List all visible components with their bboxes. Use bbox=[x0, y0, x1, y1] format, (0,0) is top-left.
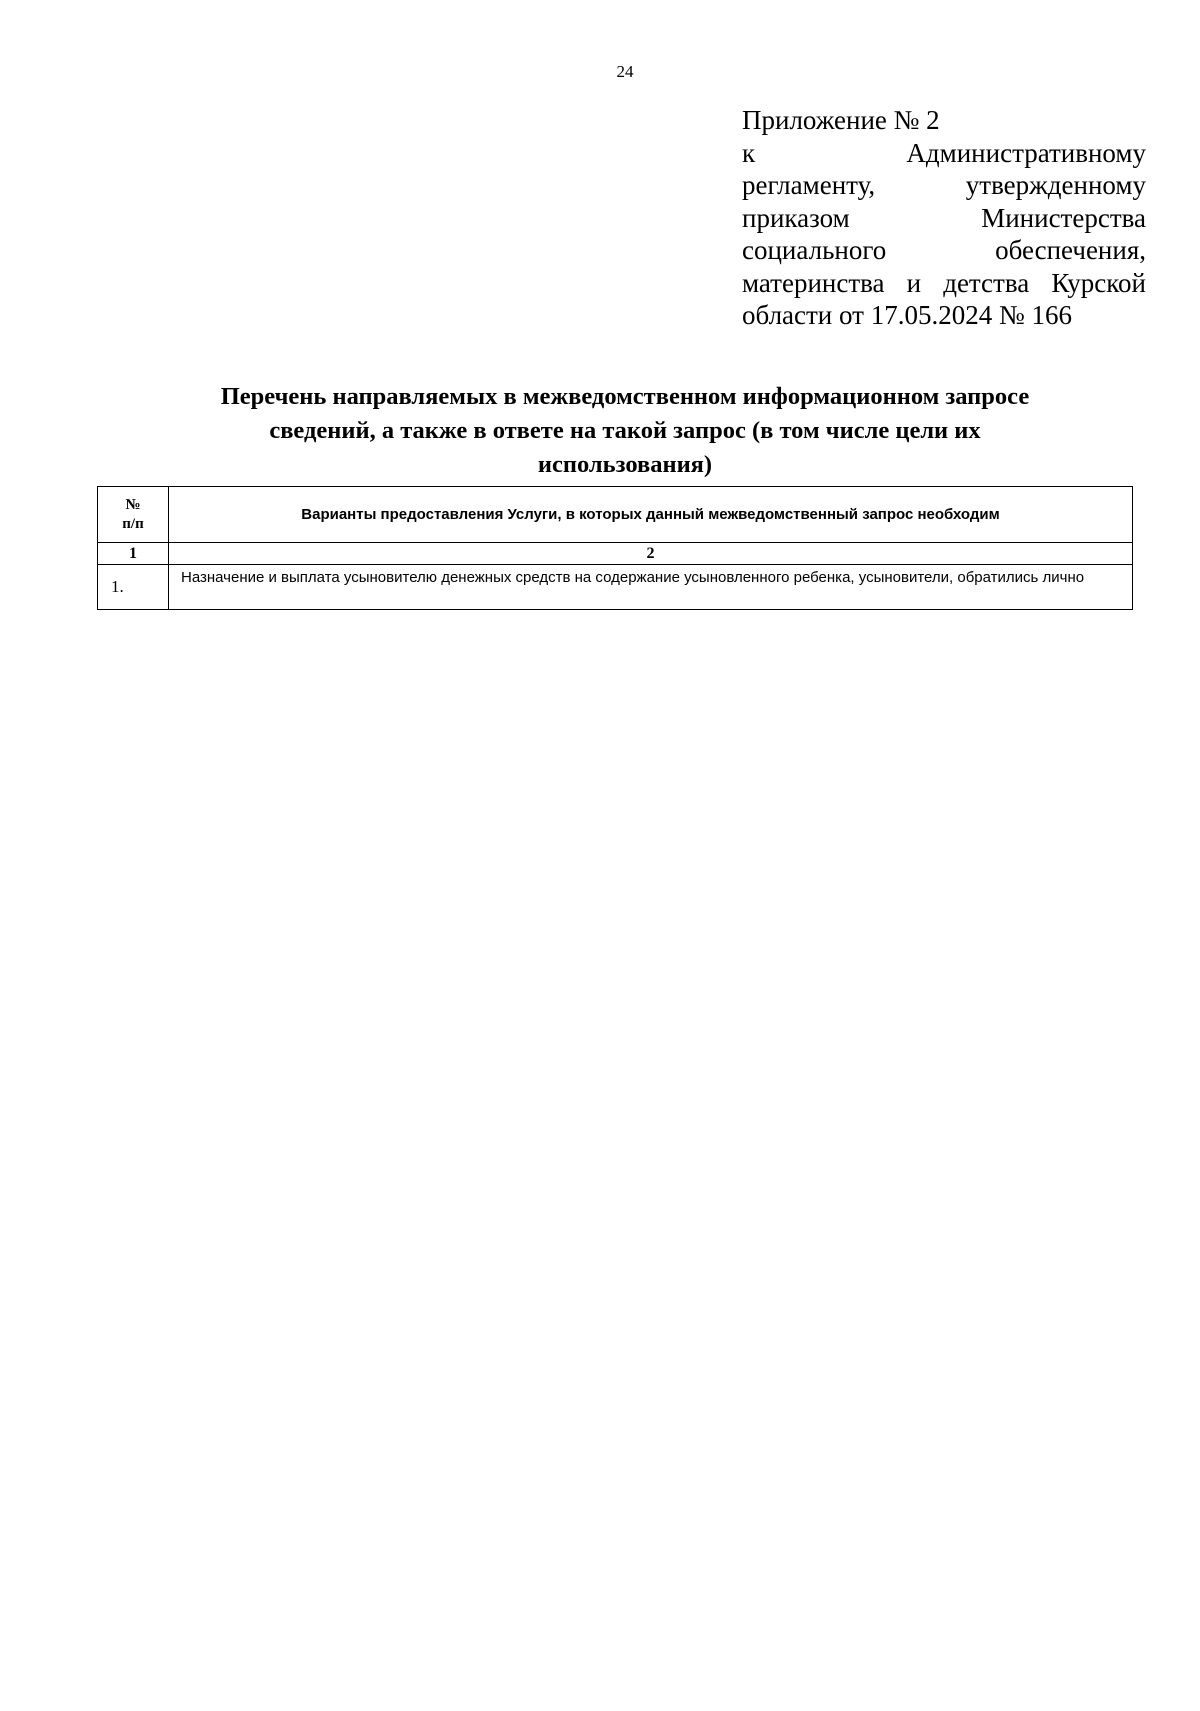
appendix-block bbox=[742, 104, 1146, 332]
header-number-sign: № bbox=[125, 496, 141, 513]
document-title-line: использования) bbox=[537, 451, 713, 478]
header-number-cell bbox=[98, 487, 169, 543]
row-text-cell: Назначение и выплата усыновителю денежных средств на содержание усыновленного ребенка, усыновители, обратились лично bbox=[169, 565, 1133, 610]
appendix-line: социального обеспечения, bbox=[742, 235, 1146, 265]
appendix-line: к Административному bbox=[742, 137, 1146, 168]
header-number-label: п/п bbox=[122, 515, 144, 532]
page-number: 24 bbox=[616, 62, 634, 81]
document-title-line: Перечень направляемых в межведомственном информационном запросе bbox=[220, 383, 1030, 410]
document-title bbox=[90, 380, 1160, 482]
appendix-line: регламенту, утвержденному bbox=[742, 170, 1146, 200]
appendix-line: приказом Министерства bbox=[742, 202, 1146, 233]
table-header-row bbox=[98, 487, 1133, 543]
header-variants-cell: Варианты предоставления Услуги, в которых данный межведомственный запрос необходим bbox=[169, 487, 1133, 543]
appendix-line: области от 17.05.2024 № 166 bbox=[742, 300, 1072, 330]
table-row bbox=[98, 565, 1133, 610]
index-cell: 1 bbox=[98, 543, 169, 565]
requests-table bbox=[97, 486, 1133, 610]
document-title-line: сведений, а также в ответе на такой запрос (в том числе цели их bbox=[269, 417, 981, 444]
row-number-cell: 1. bbox=[98, 565, 169, 610]
appendix-line: материнства и детства Курской bbox=[742, 267, 1146, 298]
table-index-row bbox=[98, 543, 1133, 565]
index-cell: 2 bbox=[169, 543, 1133, 565]
appendix-line: Приложение № 2 bbox=[742, 105, 940, 135]
